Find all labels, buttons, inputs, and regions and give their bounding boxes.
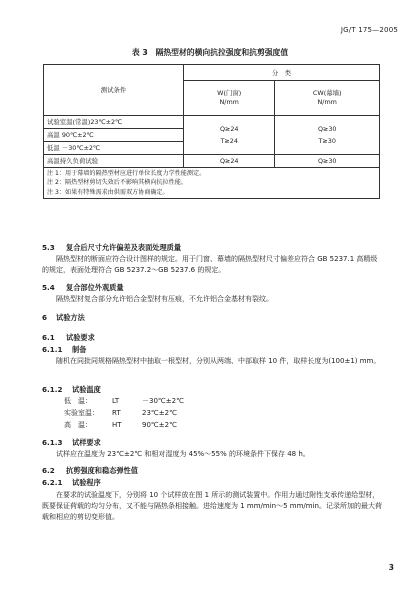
- table-row-condition: 试验室温(常温)23℃±2℃: [44, 116, 184, 129]
- section-5-4: [42, 283, 382, 305]
- w-value-q: Q≥24: [219, 124, 239, 133]
- cw-value-hold: Q≥30: [275, 155, 380, 168]
- temperature-row: 高 温： HT 90℃±2℃: [64, 420, 177, 429]
- section-5-3: [42, 243, 382, 276]
- section-6-2: [42, 466, 382, 524]
- section-heading: 5.3 复合后尺寸允许偏差及表面处理质量: [42, 243, 182, 252]
- page-number: 3: [388, 562, 394, 572]
- section-6-1: [42, 333, 382, 367]
- paragraph: 在要求的试验温度下，分别将 10 个试样放在图 1 所示的测试装置中。作用力通过附性支承传递给型材，既要保证荷载的均匀分布，又不能与隔热条相接触。进给速度为 1 mm/min～5 mm/min。记录所加的最大荷载和相应的剪切变形值。: [42, 491, 382, 522]
- strength-table: [43, 64, 380, 199]
- table-note: 注 1：用于幕墙的隔热型材应进行单位长度力学性能测定。: [47, 170, 206, 177]
- section-heading: 6.1 试验要求: [42, 333, 95, 342]
- header-w-name: W(门窗): [217, 89, 242, 98]
- table-note: 注 3：如果有特殊需求由供需双方协商确定。: [47, 188, 169, 196]
- temperature-list: [42, 396, 382, 432]
- header-category: 分 类: [184, 65, 380, 81]
- w-value-hold: Q≥24: [184, 155, 275, 168]
- paragraph: 隔热型材复合部分允许铝合金型材有压痕，不允许铝合金基材有裂纹。: [56, 295, 273, 303]
- w-value-t: T≥24: [220, 137, 238, 145]
- section-6-1-2: [42, 385, 382, 432]
- cw-value-t: T≥30: [318, 137, 336, 145]
- section-heading: 6.2 抗剪强度和稳态弹性值: [42, 466, 138, 475]
- paragraph: 随机在同批同规格隔热型材中抽取一根型材，分别从两端、中部取样 10 件，取样长度为(100±1) mm。: [56, 357, 381, 365]
- paragraph: 试样应在温度为 23℃±2℃ 和相对湿度为 45%～55% 的环境条件下保存 48 h。: [56, 450, 310, 458]
- temperature-row: 实验室温： RT 23℃±2℃: [64, 408, 177, 417]
- header-w-unit: N/mm: [219, 98, 239, 106]
- table-row-condition: 高温 90℃±2℃: [44, 129, 184, 142]
- table-notes: [44, 168, 380, 199]
- header-cw-name: CW(幕墙): [312, 89, 342, 98]
- cw-values: [275, 116, 380, 155]
- table-row-condition: 高温持久负荷试验: [44, 155, 184, 168]
- header-cw-unit: N/mm: [317, 98, 337, 106]
- section-heading: 6 试验方法: [42, 313, 85, 322]
- w-values: [184, 116, 275, 155]
- table-row-condition: 低温 －30℃±2℃: [44, 142, 184, 155]
- header-condition: 测试条件: [44, 65, 184, 116]
- section-heading: 6.1.2 试验温度: [42, 385, 101, 394]
- section-heading: 5.4 复合部位外观质量: [42, 283, 124, 292]
- standard-code: JG/T 175—2005: [340, 26, 398, 34]
- cw-value-q: Q≥30: [317, 124, 337, 133]
- section-6: [42, 313, 382, 322]
- section-heading: 6.1.1 制备: [42, 345, 87, 354]
- table-title: 表 3 隔热型材的横向抗拉强度和抗剪强度值: [131, 48, 289, 57]
- header-cw: [275, 81, 380, 116]
- section-heading: 6.1.3 试样要求: [42, 438, 101, 447]
- paragraph: 隔热型材的断面应符合设计图样的规定。用于门窗、幕墙的隔热型材尺寸偏差应符合 GB 5237.1 高精级的规定，表面处理符合 GB 5237.2～GB 5237.6 的规定。: [42, 255, 378, 275]
- temperature-row: 低 温： LT －30℃±2℃: [64, 397, 184, 405]
- section-6-1-3: [42, 438, 382, 460]
- section-heading: 6.2.1 试验程序: [42, 478, 101, 487]
- table-note: 注 2：隔热型材剪切失效后不影响其横向抗拉性能。: [47, 179, 187, 187]
- header-w: [184, 81, 275, 116]
